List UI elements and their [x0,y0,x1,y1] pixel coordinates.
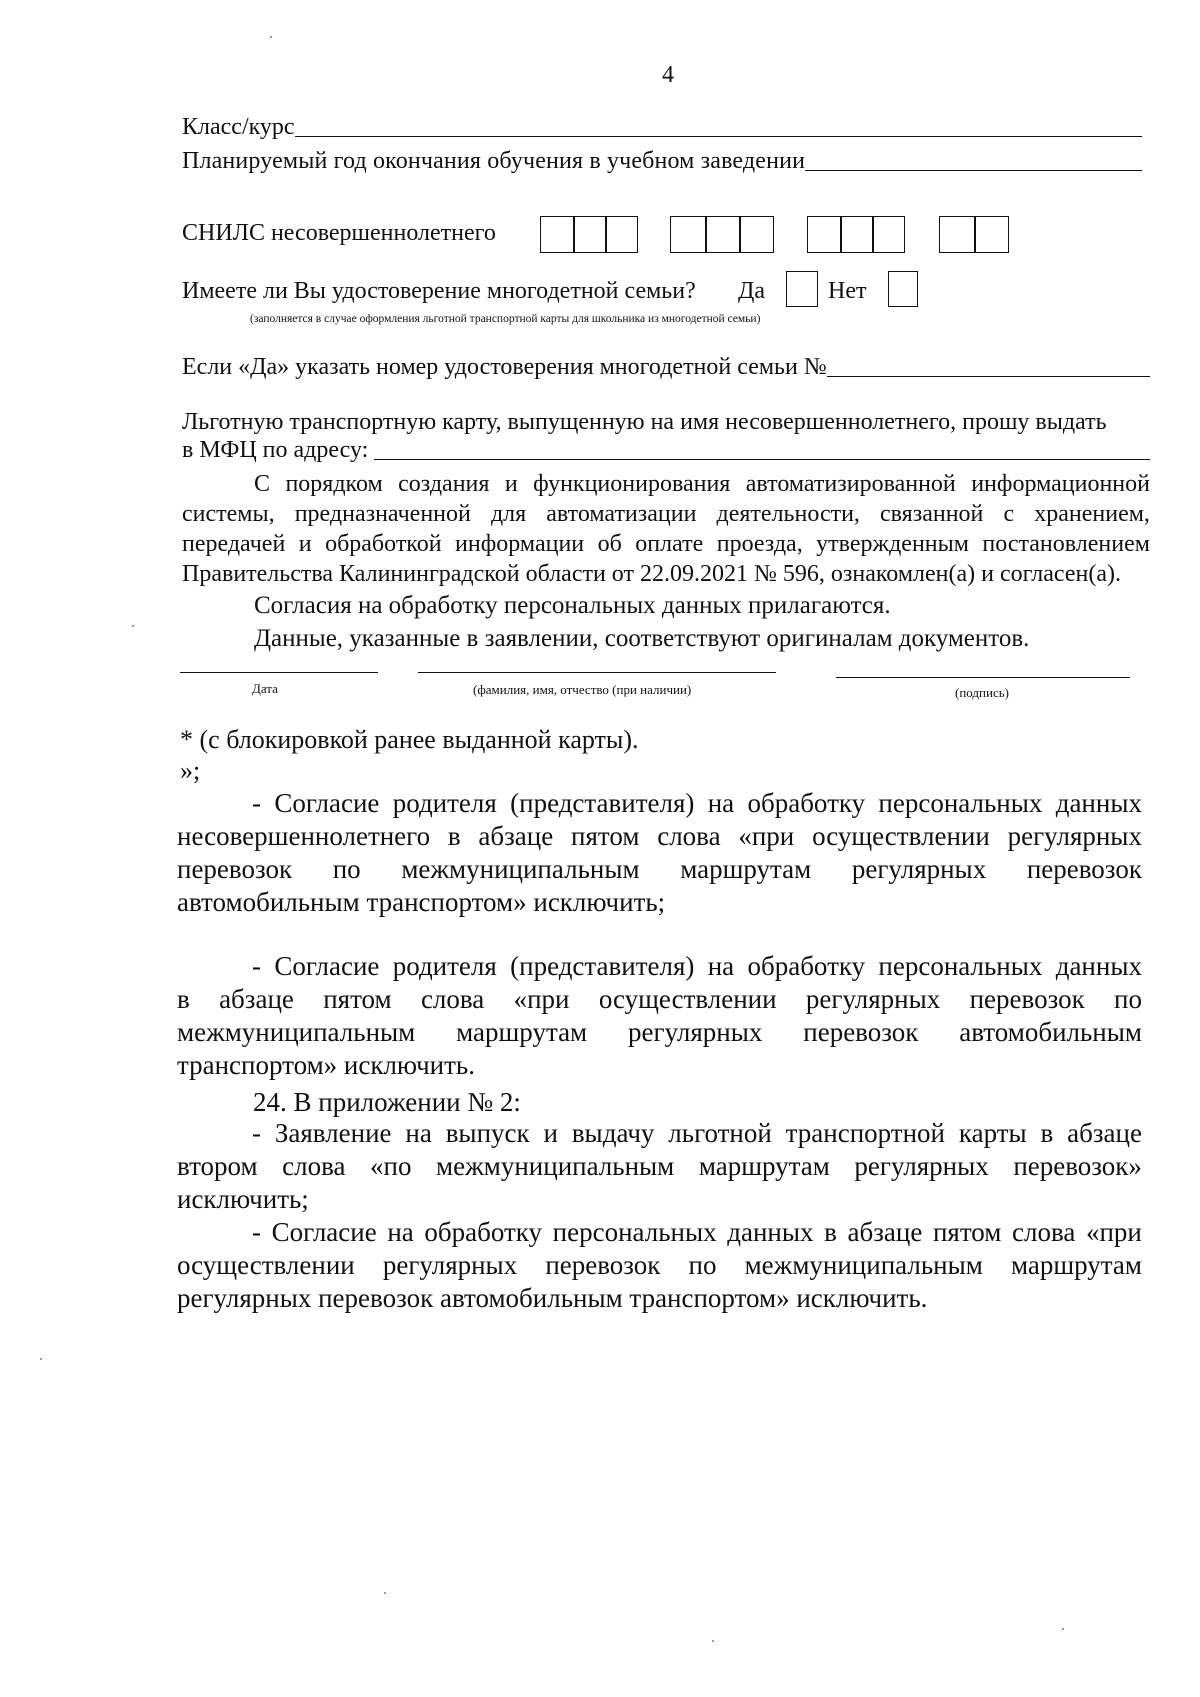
word: и [504,471,518,497]
word: осуществлении [598,984,777,1014]
word: - [252,1118,261,1148]
word: межмуниципальным [177,1017,416,1047]
text-line: транспортом» исключить. [177,1050,475,1080]
word: автоматизации [546,501,697,527]
word: в [824,1217,837,1247]
word: пятом [932,1217,1002,1247]
word: пятом [571,821,640,851]
word: связанной [880,501,984,527]
word: межмуниципальным [401,854,640,884]
word: родителя [392,951,497,981]
word: слова [657,821,721,851]
snils-group-1[interactable] [540,216,638,253]
word: маршрутам [1010,1250,1142,1280]
grad-year-field[interactable] [805,169,1142,171]
cert-number-field[interactable] [827,375,1150,377]
word: функционирования [533,471,731,497]
word: порядком [285,471,383,497]
word: несовершеннолетнего [177,821,431,851]
word: с [1003,501,1015,527]
word: деятельности, [716,501,860,527]
word: автоматизированной [745,471,956,497]
word: транспортной [785,1118,946,1148]
word: проезда, [716,531,803,557]
word: регулярных [805,984,941,1014]
word: карты [958,1118,1027,1148]
word: об [597,531,622,557]
word: (представителя) [510,788,695,818]
word: персональных [878,788,1043,818]
text-line: автомобильным транспортом» исключить; [177,887,666,917]
word: информационной [971,471,1150,497]
word: осуществлении [812,821,990,851]
word: перевозок [177,854,293,884]
word: регулярных [628,1017,763,1047]
word: С [254,471,271,497]
word: абзаце [1067,1118,1142,1148]
text-line [177,787,1142,820]
word: постановлением [982,531,1150,557]
word: - [252,788,261,818]
word: перевозок» [1013,1151,1142,1181]
snils-group-2[interactable] [670,216,774,253]
word: обработку [424,1217,543,1247]
word: слова [282,1151,346,1181]
word: выдачу [571,1118,655,1148]
word: Согласие [274,951,380,981]
text-line: Правительства Калининградской области от 22.09.2021 № 596, ознакомлен(а) и согласен(а). [182,561,1121,587]
word: на [707,951,735,981]
snils-group-3[interactable] [807,216,905,253]
date-caption: Дата [252,681,278,696]
word: «при [738,821,795,851]
date-line[interactable] [180,672,378,673]
word: по [688,1250,717,1280]
word: перевозок [969,984,1085,1014]
grad-year-row [182,149,1142,173]
page-number: 4 [662,62,674,88]
word: на [387,1217,414,1247]
word: регулярных [854,1151,989,1181]
word: - [252,951,261,981]
large-family-question: Имеете ли Вы удостоверение многодетной семьи? [182,278,696,304]
word: данных [1055,951,1142,981]
text-line: исключить; [177,1184,309,1214]
text-line [177,1216,1142,1249]
paragraph-2 [177,950,1142,1082]
word: пятом [323,984,392,1014]
word: Заявление [274,1118,392,1148]
word: персональных [552,1217,717,1247]
text-line [177,983,1142,1016]
word: и [543,1118,558,1148]
word: для [490,501,527,527]
word: маршрутам [680,854,812,884]
scan-speck [384,1592,386,1594]
word: регулярных [851,854,987,884]
word: на [707,788,735,818]
class-label: Класс/курс [182,114,295,140]
word: системы, [182,501,275,527]
word: регулярных [382,1250,518,1280]
scan-speck [40,1358,42,1360]
name-caption: (фамилия, имя, отчество (при наличии) [473,682,692,697]
snils-group-4[interactable] [939,216,1009,253]
word: создания [398,471,490,497]
word: «при [1085,1217,1142,1247]
scan-speck [132,625,134,627]
no-label: Нет [828,278,867,304]
grad-year-label: Планируемый год окончания обучения в учебном заведении [182,148,806,174]
word: в [1040,1118,1054,1148]
footnote: * (с блокировкой ранее выданной карты). [180,725,639,754]
word: перевозок [1026,854,1142,884]
class-field[interactable] [295,135,1142,137]
word: передачей [182,531,286,557]
snils-label: СНИЛС несовершеннолетнего [182,220,496,246]
issue-line-1: Льготную транспортную карту, выпущенную на имя несовершеннолетнего, прошу выдать [182,409,1107,435]
large-family-note: (заполняется в случае оформления льготной транспортной карты для школьника из многодетной семьи) [250,313,761,325]
attached-line: Согласия на обработку персональных данных прилагаются. [254,592,891,619]
word: по [1114,984,1142,1014]
word: хранением, [1034,501,1150,527]
word: втором [177,1151,258,1181]
consent-paragraph [182,472,1150,592]
word: данных [727,1217,814,1247]
word: родителя [392,788,497,818]
match-line: Данные, указанные в заявлении, соответствуют оригиналам документов. [254,625,1030,652]
word: и [298,531,312,557]
text-line [177,1016,1142,1049]
word: межмуниципальным [436,1151,675,1181]
word: автомобильным [959,1017,1142,1047]
word: оплате [635,531,704,557]
issue-line-2: в МФЦ по адресу: [182,437,369,463]
word: Согласие [271,1217,377,1247]
word: обработку [747,951,866,981]
word: обработку [747,788,866,818]
paragraph-1 [177,787,1142,919]
word: «при [513,984,570,1014]
word: - [252,1217,261,1247]
word: предназначенной [294,501,471,527]
issue-address-row [182,438,1150,462]
word: межмуниципальным [744,1250,983,1280]
mfc-address-field[interactable] [374,458,1150,460]
word: (представителя) [510,951,695,981]
word: информации [455,531,585,557]
text-line [177,950,1142,983]
paragraph-3 [177,1117,1142,1216]
word: перевозок [803,1017,919,1047]
word: абзаце [478,821,554,851]
text-line [177,1249,1142,1282]
word: маршрутам [456,1017,588,1047]
word: утвержденным [816,531,969,557]
word: по [332,854,361,884]
text-line [177,820,1142,853]
no-checkbox[interactable] [888,271,918,307]
word: льготной [668,1118,772,1148]
word: Согласие [274,788,380,818]
signature-line[interactable] [836,677,1130,678]
scan-speck [270,36,272,38]
text-line: регулярных перевозок автомобильным транспортом» исключить. [177,1283,928,1313]
item-24: 24. В приложении № 2: [253,1087,521,1117]
word: слова [420,984,485,1014]
closing-quote: »; [180,756,201,785]
text-line [177,1117,1142,1150]
class-row [182,115,1142,139]
yes-checkbox[interactable] [786,271,818,307]
text-line [177,1150,1142,1183]
cert-number-label: Если «Да» указать номер удостоверения многодетной семьи № [182,354,827,380]
word: абзаце [847,1217,923,1247]
word: маршрутам [698,1151,830,1181]
yes-label: Да [738,278,766,304]
word: данных [1055,788,1142,818]
word: перевозок [545,1250,661,1280]
signature-caption: (подпись) [955,685,1009,700]
scan-speck [712,1640,714,1642]
text-line [177,853,1142,886]
word: слова [1011,1217,1076,1247]
name-line[interactable] [418,672,776,673]
paragraph-4 [177,1216,1142,1315]
word: «по [370,1151,412,1181]
cert-number-row [182,355,1150,379]
text-line [182,532,1150,562]
text-line [182,502,1150,532]
word: обработкой [325,531,442,557]
word: на [405,1118,432,1148]
word: осуществлении [177,1250,355,1280]
word: в [177,984,190,1014]
text-line [182,472,1150,502]
word: регулярных [1007,821,1142,851]
word: выпуск [445,1118,530,1148]
word: в [447,821,461,851]
word: абзаце [219,984,294,1014]
scan-speck [1062,1628,1064,1630]
word: персональных [878,951,1043,981]
